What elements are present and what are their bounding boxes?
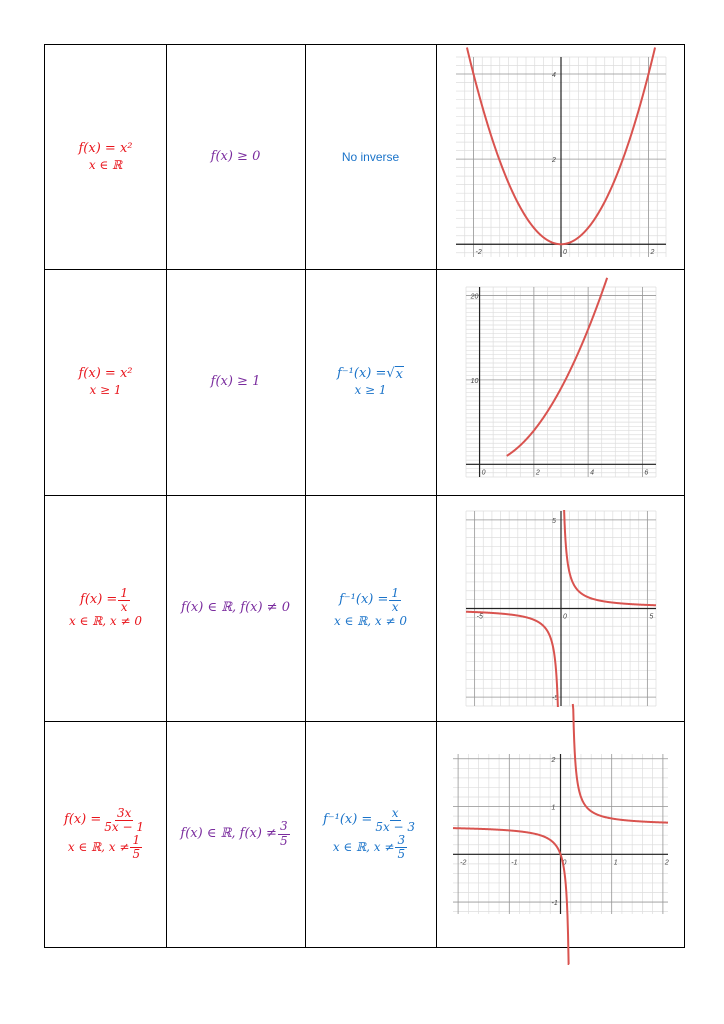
fraction [118, 587, 130, 614]
x-tick-label: -2 [460, 859, 467, 867]
denominator: x [391, 600, 399, 614]
x-tick-label: 0 [562, 249, 567, 257]
y-tick-label: 2 [551, 157, 556, 165]
function-cell-1 [45, 45, 166, 269]
x-tick-label: -5 [476, 613, 483, 620]
range-cell-1 [166, 45, 305, 269]
x-tick-label: 6 [643, 469, 648, 477]
function-cell-2 [45, 269, 166, 495]
numerator: 3x [116, 805, 132, 820]
x-tick-label: 2 [535, 469, 540, 477]
inverse-definition [323, 807, 418, 834]
range-prefix: f(x) ∈ ℝ, f(x) ≠ [180, 825, 277, 841]
curve [453, 828, 569, 964]
numerator: 1 [132, 833, 141, 847]
function-lhs: f(x) = [63, 812, 102, 828]
range-cell-4 [166, 721, 305, 947]
inverse-domain: x ∈ ℝ, x ≠ 0 [334, 614, 407, 629]
function-domain: x ≥ 1 [89, 382, 122, 397]
denominator: 5 [397, 847, 406, 862]
inverse-domain [333, 834, 408, 861]
fraction [373, 807, 417, 834]
range-text: f(x) ≥ 1 [210, 373, 261, 389]
x-tick-label: 2 [664, 859, 669, 867]
graph-cell-3 [436, 495, 685, 721]
range-cell-3 [166, 495, 305, 721]
y-tick-label: -5 [551, 694, 558, 702]
inverse-cell-4 [305, 721, 436, 947]
inverse-lhs: f⁻¹(x) = [322, 812, 373, 828]
inverse-cell-3 [305, 495, 436, 721]
x-tick-label: 0 [562, 613, 567, 620]
numerator: 3 [279, 819, 288, 834]
domain-text: x ∈ ℝ, x ≠ [332, 840, 395, 855]
fraction [102, 807, 146, 834]
curve [573, 704, 668, 823]
graph-cell-1 [436, 45, 685, 269]
function-domain: x ∈ ℝ, x ≠ 0 [69, 614, 142, 629]
fraction [389, 587, 401, 614]
function-domain: x ∈ ℝ [88, 157, 123, 172]
functions-table [44, 44, 685, 948]
range-text: f(x) ∈ ℝ, f(x) ≠ 0 [181, 599, 290, 615]
x-tick-label: 1 [613, 859, 618, 867]
denominator: 5 [132, 847, 141, 862]
denominator: x [120, 600, 128, 614]
inverse-rhs: x [395, 366, 404, 382]
graph-reciprocal [466, 511, 656, 706]
function-definition [80, 587, 131, 614]
y-tick-label: 4 [551, 72, 556, 80]
x-tick-label: 0 [481, 469, 485, 477]
numerator: 3 [397, 833, 406, 847]
fraction [395, 834, 407, 861]
inverse-lhs: f⁻¹(x) = [338, 592, 389, 608]
numerator: 1 [120, 585, 128, 600]
no-inverse-text: No inverse [341, 149, 400, 164]
inverse-cell-2 [305, 269, 436, 495]
function-cell-4 [45, 721, 166, 947]
x-tick-label: 2 [650, 249, 654, 257]
y-tick-label: 5 [551, 517, 556, 525]
y-tick-label: 10 [470, 377, 478, 385]
function-definition: f(x) = x² [78, 366, 133, 382]
denominator: 5x − 1 [104, 819, 145, 834]
function-domain [68, 834, 143, 861]
y-tick-label: 20 [470, 293, 478, 301]
function-lhs: f(x) = [80, 592, 118, 608]
graph-restricted-parabola [466, 287, 656, 477]
numerator: 1 [391, 585, 400, 600]
function-cell-3 [45, 495, 166, 721]
inverse-lhs: f⁻¹(x) = [336, 366, 387, 382]
fraction [278, 820, 290, 847]
inverse-cell-1 [305, 45, 436, 269]
inverse-domain: x ≥ 1 [354, 383, 387, 398]
x-tick-label: -1 [511, 859, 518, 867]
range-cell-2 [166, 269, 305, 495]
y-tick-label: -1 [551, 900, 558, 908]
range-text: f(x) ≥ 0 [210, 148, 261, 164]
x-tick-label: 5 [648, 613, 653, 620]
numerator: x [391, 805, 399, 820]
graph-parabola [456, 57, 666, 257]
denominator: 5x − 3 [375, 819, 416, 834]
inverse-definition: f⁻¹(x) = √ x [336, 366, 404, 382]
function-definition [64, 807, 147, 834]
y-tick-label: 2 [551, 756, 556, 764]
graph-cell-2 [436, 269, 685, 495]
x-tick-label: 0 [562, 859, 567, 867]
inverse-definition [339, 587, 402, 614]
curve [506, 278, 606, 456]
graph-cell-4 [436, 721, 685, 947]
denominator: 5 [279, 833, 288, 848]
graph-rational [453, 754, 668, 914]
function-definition: f(x) = x² [78, 141, 133, 157]
domain-text: x ∈ ℝ, x ≠ [67, 840, 130, 855]
fraction [130, 834, 142, 861]
y-tick-label: 1 [551, 804, 556, 812]
range-text [180, 820, 290, 847]
x-tick-label: -2 [475, 249, 482, 257]
x-tick-label: 4 [589, 469, 594, 477]
